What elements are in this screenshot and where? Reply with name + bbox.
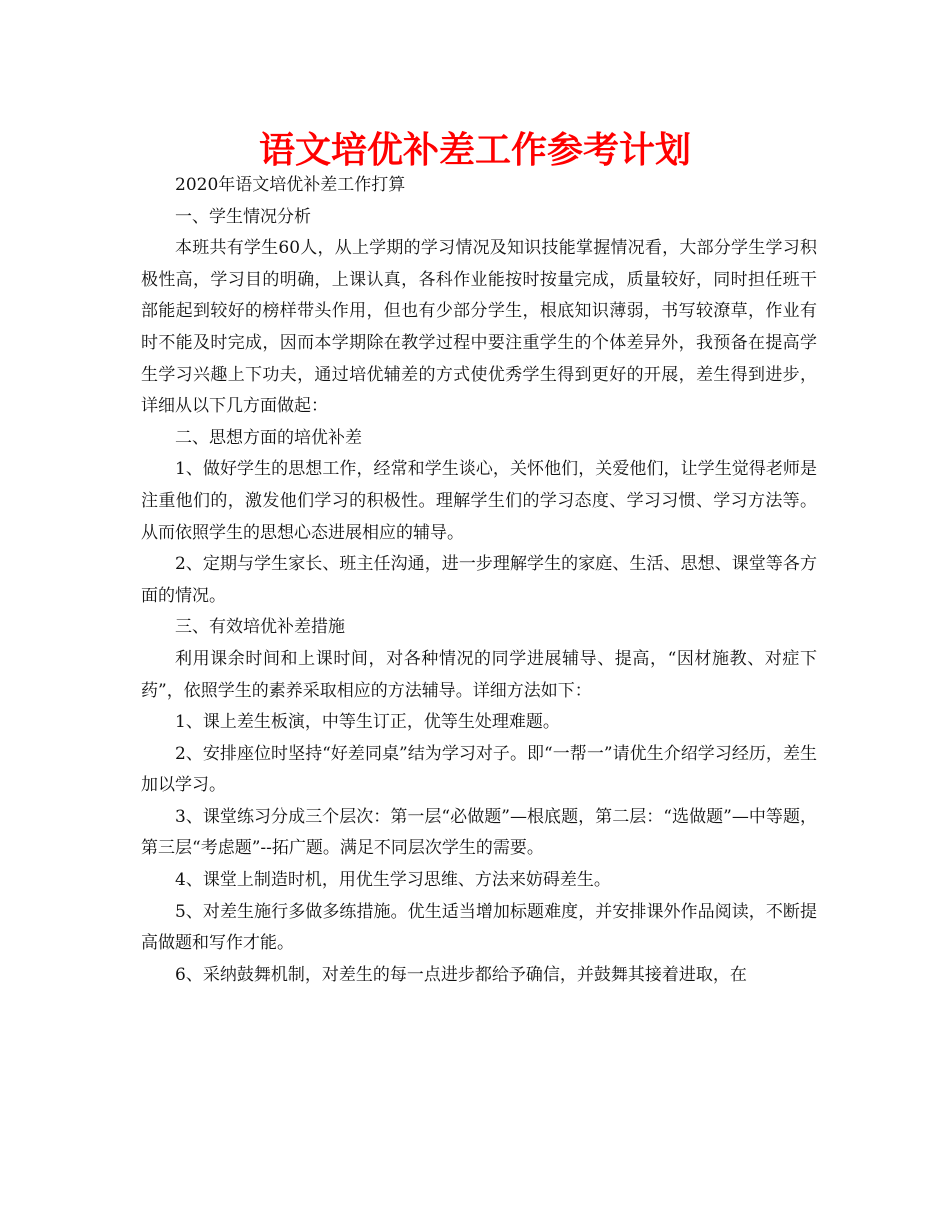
subtitle-paragraph: 2020年语文培优补差工作打算: [175, 175, 406, 195]
document-body: [141, 170, 817, 991]
section-heading-measures: 三、有效培优补差措施: [175, 617, 345, 638]
paragraph-item-1-ideological: 1、做好学生的思想工作，经常和学生谈心，关怀他们，关爱他们，让学生觉得老师是注重他们的，激发他们学习的积极性。理解学生们的学习态度、学习习惯、学习方法等。从而依照学生的思想心态进展相应的辅导。: [141, 459, 817, 543]
paragraph-measure-4: 4、课堂上制造时机，用优生学习思维、方法来妨碍差生。: [175, 870, 611, 891]
paragraph-measure-5: 5、对差生施行多做多练措施。优生适当增加标题难度，并安排课外作品阅读，不断提高做题和写作才能。: [141, 901, 817, 954]
paragraph-item-2-communication: 2、定期与学生家长、班主任沟通，进一步理解学生的家庭、生活、思想、课堂等各方面的情况。: [141, 554, 817, 606]
section-heading-ideological: 二、思想方面的培优补差: [175, 427, 362, 448]
paragraph-class-overview: 本班共有学生60人，从上学期的学习情况及知识技能掌握情况看，大部分学生学习积极性高，学习目的明确，上课认真，各科作业能按时按量完成，质量较好，同时担任班干部能起到较好的榜样带头作用，但也有少部分学生，根底知识薄弱，书写较潦草，作业有时不能及时完成，因而本学期除在教学过程中要注重学生的个体差异外，我预备在提高学生学习兴趣上下功夫，通过培优辅差的方式使优秀学生得到更好的开展，差生得到进步，详细从以下几方面做起：: [141, 238, 817, 417]
paragraph-measure-6: 6、采纳鼓舞机制，对差生的每一点进步都给予确信，并鼓舞其接着进取，在: [175, 964, 747, 985]
paragraph-measure-2: 2、安排座位时坚持“好差同桌”结为学习对子。即“一帮一”请优生介绍学习经历，差生加以学习。: [141, 743, 817, 796]
document-title: 语文培优补差工作参考计划: [258, 130, 691, 171]
paragraph-measure-3: 3、课堂练习分成三个层次：第一层“必做题”—根底题，第二层：“选做题”—中等题，第三层“考虑题”--拓广题。满足不同层次学生的需要。: [141, 806, 817, 859]
section-heading-student-analysis: 一、学生情况分析: [175, 206, 311, 227]
paragraph-measure-1: 1、课上差生板演，中等生订正，优等生处理难题。: [175, 712, 560, 733]
paragraph-measures-intro: 利用课余时间和上课时间，对各种情况的同学进展辅导、提高，“因材施教、对症下药”，依照学生的素养采取相应的方法辅导。详细方法如下：: [141, 648, 817, 701]
